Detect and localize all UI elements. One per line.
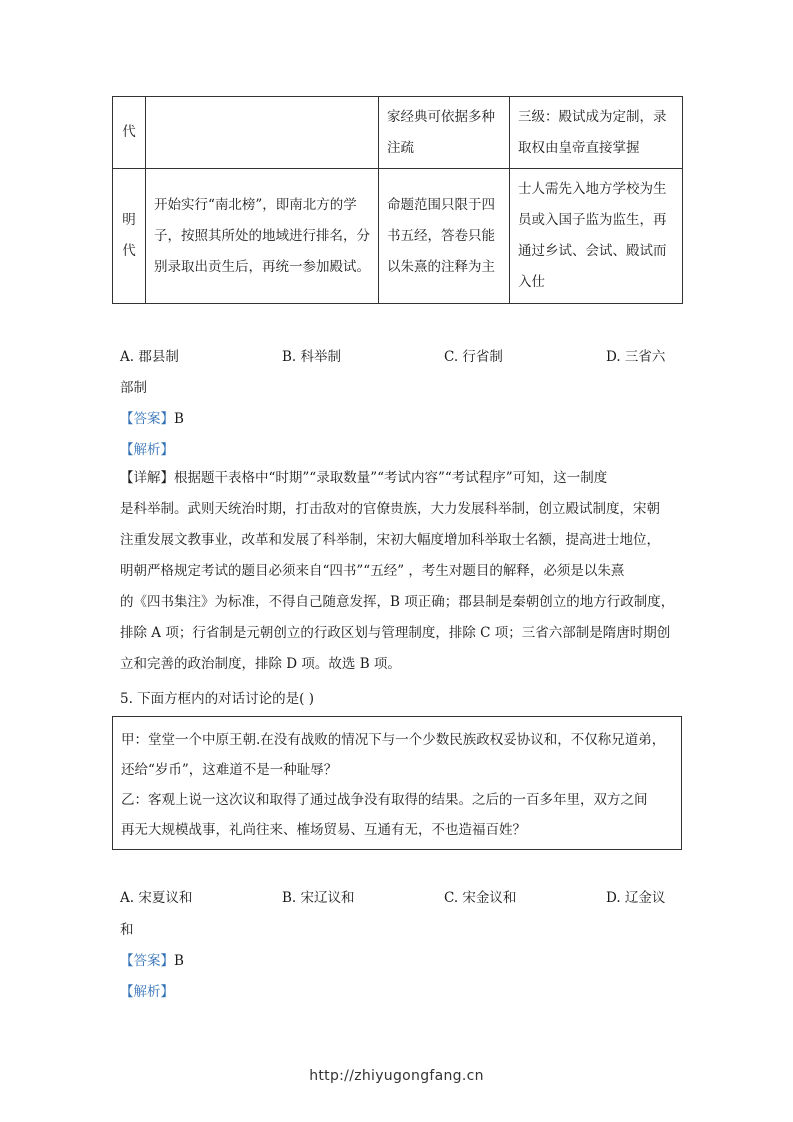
q4-option-d-wrap: 部制 [120,380,147,396]
table-row [113,97,683,169]
table-cell: 开始实行“南北榜”，即南北方的学子，按照其所处的地域进行排名，分别录取出贡生后，再统一参加殿试。 [146,169,379,304]
q5-options [120,886,680,906]
table-row [113,169,683,304]
q5-option-d-wrap: 和 [120,922,134,938]
table-cell [146,97,379,169]
detail-line: 是科举制。武则天统治时期，打击敌对的官僚贵族，大力发展科举制，创立殿试制度，宋朝 [120,501,660,517]
q4-analysis-tag: 【解析】 [120,442,174,458]
q4-detail-paragraph [120,463,682,680]
detail-line: 排除 A 项；行省制是元朝创立的行政区划与管理制度，排除 C 项；三省六部制是隋唐时期创 [120,625,671,641]
q5-option-c[interactable]: C. 宋金议和 [444,890,517,906]
q4-answer [120,407,184,427]
table-cell: 家经典可依据多种注疏 [379,97,510,169]
q5-option-b[interactable]: B. 宋辽议和 [282,890,355,906]
table-cell-era: 代 [113,97,146,169]
detail-line: 【详解】根据题干表格中“时期”“录取数量”“考试内容”“考试程序”可知，这一制度 [120,470,608,486]
q4-options [120,345,680,365]
answer-value: B [174,953,184,969]
answer-value: B [174,411,184,427]
exam-system-table [112,96,683,304]
table-cell-era: 明代 [113,169,146,304]
table-cell: 士人需先入地方学校为生员或入国子监为监生，再通过乡试、会试、殿试而入仕 [510,169,683,304]
q4-option-c[interactable]: C. 行省制 [444,349,503,365]
table-cell: 命题范围只限于四书五经，答卷只能以朱熹的注释为主 [379,169,510,304]
footer-url[interactable]: http://zhiyugongfang.cn [309,1068,484,1084]
q5-stem: 5. 下面方框内的对话讨论的是( ) [120,691,314,707]
answer-tag: 【答案】 [120,953,174,969]
q5-dialogue-box [112,716,682,850]
detail-line: 的《四书集注》为标准，不得自己随意发挥，B 项正确；郡县制是秦朝创立的地方行政制度， [120,594,675,610]
dialogue-line: 还给“岁币”，这难道不是一种耻辱？ [121,762,338,778]
detail-line: 立和完善的政治制度，排除 D 项。故选 B 项。 [120,656,401,672]
q5-option-d[interactable]: D. 辽金议 [606,890,666,906]
dialogue-line: 乙：客观上说一这次议和取得了通过战争没有取得的结果。之后的一百多年里，双方之间 [121,792,648,808]
q5-option-a[interactable]: A. 宋夏议和 [120,890,193,906]
detail-line: 注重发展文教事业，改革和发展了科举制，宋初大幅度增加科举取士名额，提高进士地位， [120,532,660,548]
q4-option-b[interactable]: B. 科举制 [282,349,342,365]
detail-tag: 【详解】 [120,470,174,486]
dialogue-line: 甲：堂堂一个中原王朝.在没有战败的情况下与一个少数民族政权妥协议和，不仅称兄道弟， [121,732,666,748]
table-cell: 三级：殿试成为定制，录取权由皇帝直接掌握 [510,97,683,169]
dialogue-line: 再无大规模战事，礼尚往来、榷场贸易、互通有无，不也造福百姓？ [121,822,526,838]
q4-option-a[interactable]: A. 郡县制 [120,349,179,365]
detail-line: 明朝严格规定考试的题目必须来自“四书”“五经” ，考生对题目的解释，必须是以朱熹 [120,563,625,579]
answer-tag: 【答案】 [120,411,174,427]
q5-answer [120,949,184,969]
q4-option-d[interactable]: D. 三省六 [606,349,666,365]
q5-analysis-tag: 【解析】 [120,984,174,1000]
